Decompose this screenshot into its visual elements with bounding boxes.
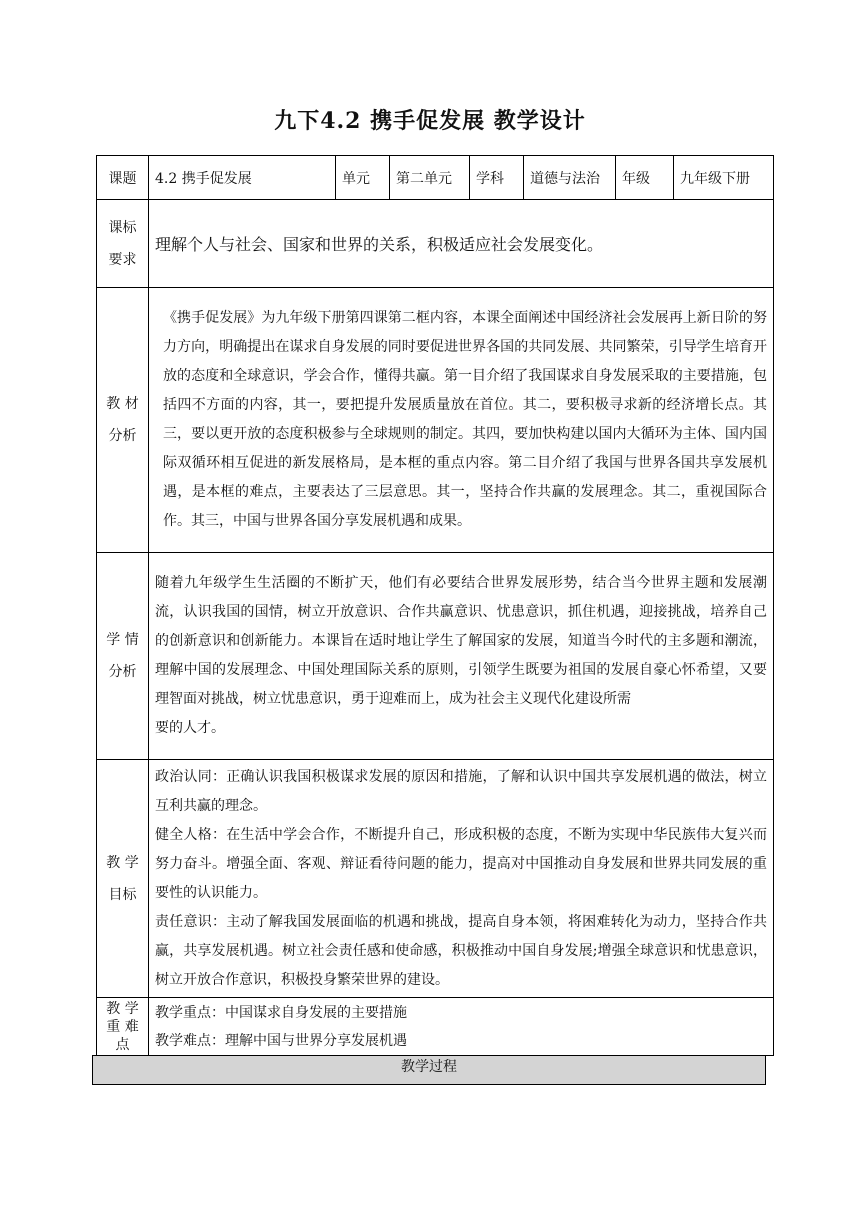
goals-label: 教 学 目标 (97, 760, 149, 998)
lesson-plan-table (96, 155, 774, 1056)
header-row (97, 156, 774, 200)
page-title: 九下4.2 携手促发展 教学设计 (274, 108, 586, 134)
topic-value: 4.2 携手促发展 (149, 156, 336, 200)
material-row (97, 288, 774, 553)
students-label: 学 情 分析 (97, 553, 149, 760)
keypoints-row (97, 998, 774, 1056)
unit-value: 第二单元 (390, 156, 470, 200)
grade-value: 九年级下册 (674, 156, 774, 200)
keypoints-label: 教 学 重 难 点 (97, 998, 149, 1056)
grade-label: 年级 (616, 156, 674, 200)
goal-responsibility: 责任意识：主动了解我国发展面临的机遇和挑战，提高自身本领，将困难转化为动力，坚持合作共赢，共享发展机遇。树立社会责任感和使命感，积极推动中国自身发展;增强全球意识和忧患意识，树立开放合作意识，积极投身繁荣世界的建设。 (155, 913, 767, 988)
teaching-process-header: 教学过程 (92, 1055, 766, 1085)
key-difficulty: 教学难点：理解中国与世界分享发展机遇 (155, 1032, 407, 1049)
standards-text: 理解个人与社会、国家和世界的关系，积极适应社会发展变化。 (149, 200, 774, 288)
goal-personality: 健全人格：在生活中学会合作，不断提升自己，形成积极的态度，不断为实现中华民族伟大复兴而努力奋斗。增强全面、客观、辩证看待问题的能力，提高对中国推动自身发展和世界共同发展的重要性的认识能力。 (155, 826, 767, 901)
key-focus: 教学重点：中国谋求自身发展的主要措施 (155, 1004, 407, 1021)
material-label: 教 材 分析 (97, 288, 149, 553)
subject-value: 道德与法治 (524, 156, 616, 200)
keypoints-text (149, 998, 774, 1056)
unit-label: 单元 (336, 156, 390, 200)
goal-political: 政治认同：正确认识我国积极谋求发展的原因和措施，了解和认识中国共享发展机遇的做法，树立互利共赢的理念。 (155, 768, 767, 814)
students-text: 随着九年级学生生活圈的不断扩天，他们有必要结合世界发展形势，结合当今世界主题和发展潮流，认识我国的国情，树立开放意识、合作共赢意识、忧患意识，抓住机遇，迎接挑战，培养自己的创新意识和创新能力。本课旨在适时地让学生了解国家的发展，知道当今时代的主多题和潮流，理解中国的发展理念、中国处理国际关系的原则，引领学生既要为祖国的发展自豪心怀希望，又要理智面对挑战，树立忧患意识，勇于迎难而上，成为社会主义现代化建设所需 要的人才。 (149, 553, 774, 760)
standards-row (97, 200, 774, 288)
goals-row (97, 760, 774, 998)
goals-text (149, 760, 774, 998)
students-row (97, 553, 774, 760)
subject-label: 学科 (470, 156, 524, 200)
material-text: 《携手促发展》为九年级下册第四课第二框内容，本课全面阐述中国经济社会发展再上新日阶的努力方向，明确提出在谋求自身发展的同时要促进世界各国的共同发展、共同繁荣，引导学生培育开放的态度和全球意识，学会合作，懂得共赢。第一目介绍了我国谋求自身发展采取的主要措施，包括四不方面的内容，其一，要把提升发展质量放在首位。其二，要积极寻求新的经济增长点。其三，要以更开放的态度积极参与全球规则的制定。其四，要加快构建以国内大循环为主体、国内国际双循环相互促进的新发展格局，是本框的重点内容。第二目介绍了我国与世界各国共享发展机遇，是本框的难点，主要表达了三层意思。其一，坚持合作共赢的发展理念。其二，重视国际合作。其三，中国与世界各国分享发展机遇和成果。 (149, 288, 774, 553)
standards-label: 课标 要求 (97, 200, 149, 288)
topic-label: 课题 (97, 156, 149, 200)
